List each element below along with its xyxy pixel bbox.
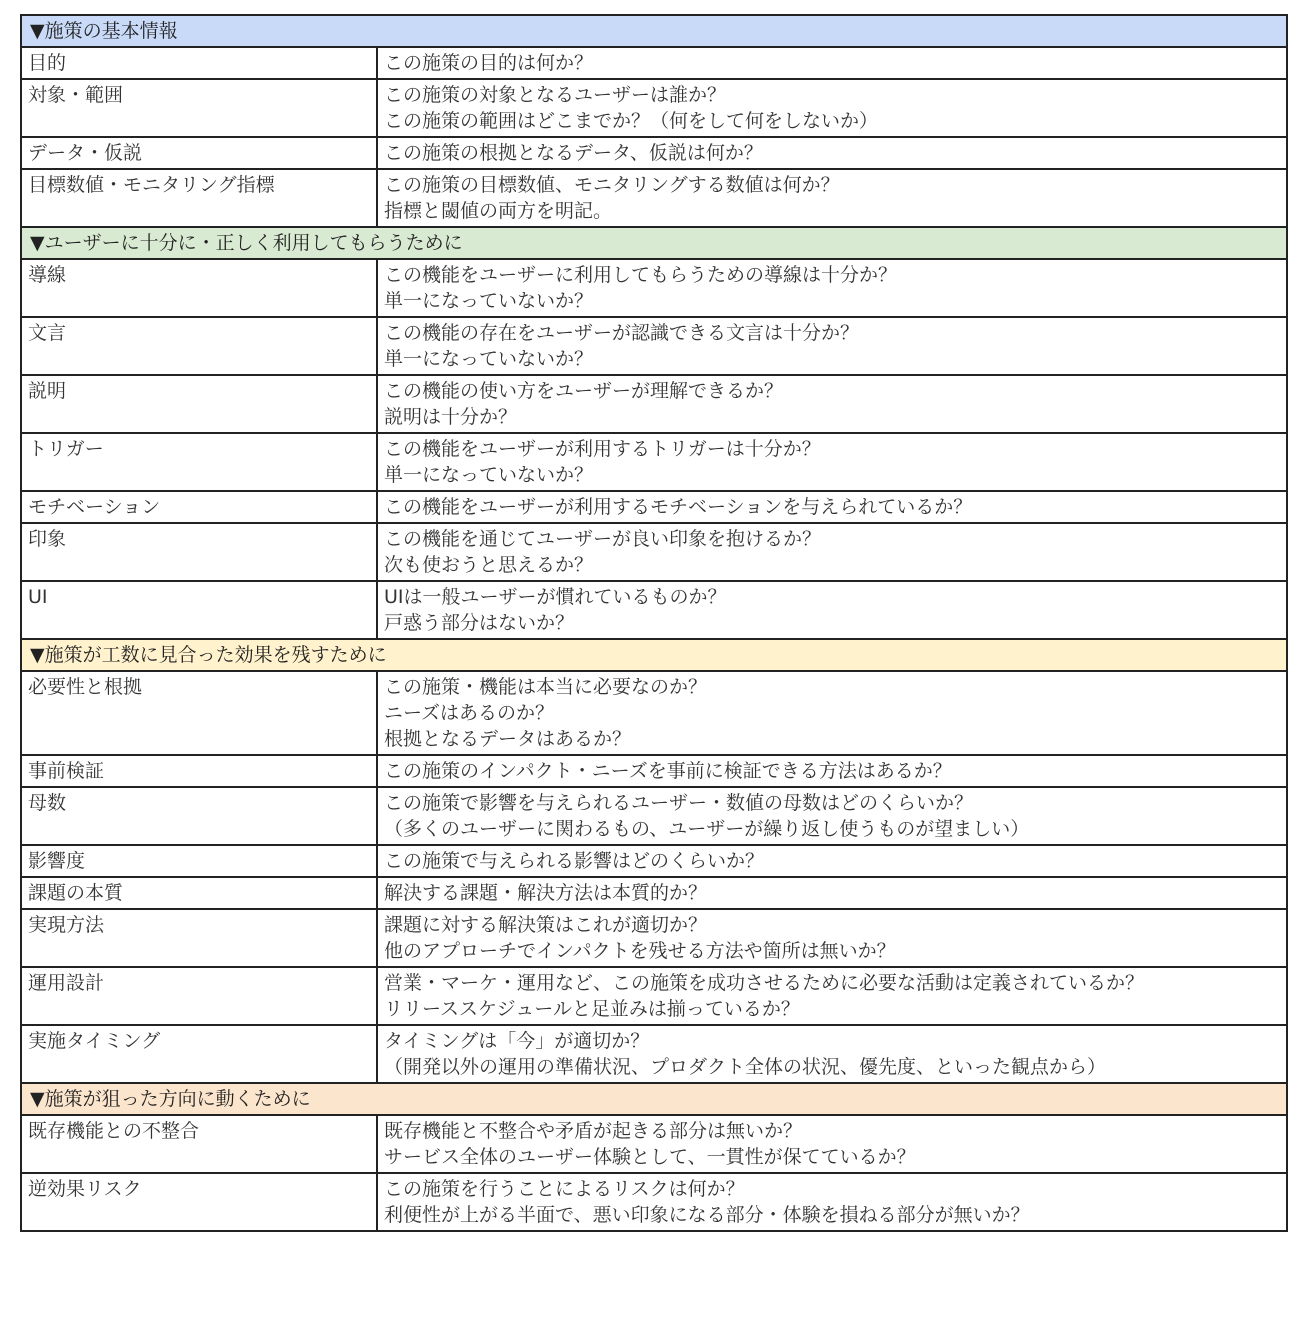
question-line: この機能をユーザーが利用するトリガーは十分か？ [384, 438, 821, 460]
item-label: 目標数値・モニタリング指標 [21, 169, 377, 227]
question-line: UIは一般ユーザーが慣れているものか？ [384, 586, 727, 608]
table-row [21, 375, 1287, 433]
item-questions [377, 1173, 1287, 1231]
table-row [21, 877, 1287, 909]
table-row [21, 581, 1287, 639]
question-line: この機能を通じてユーザーが良い印象を抱けるか？ [384, 528, 822, 550]
item-questions [377, 787, 1287, 845]
question-line: この施策のインパクト・ニーズを事前に検証できる方法はあるか？ [384, 760, 952, 782]
item-questions [377, 1025, 1287, 1083]
item-label: 印象 [21, 523, 377, 581]
item-label: 対象・範囲 [21, 79, 377, 137]
item-label: 導線 [21, 259, 377, 317]
item-label: 事前検証 [21, 755, 377, 787]
question-line: この機能をユーザーに利用してもらうための導線は十分か？ [384, 264, 898, 286]
item-label: 必要性と根拠 [21, 671, 377, 755]
item-label: 実施タイミング [21, 1025, 377, 1083]
table-row [21, 755, 1287, 787]
question-line: この施策を行うことによるリスクは何か？ [384, 1178, 745, 1200]
question-line: リリーススケジュールと足並みは揃っているか？ [384, 998, 800, 1020]
item-questions [377, 137, 1287, 169]
section-header-row [21, 1083, 1287, 1115]
question-line: この機能の使い方をユーザーが理解できるか？ [384, 380, 784, 402]
question-line: 営業・マーケ・運用など、この施策を成功させるために必要な活動は定義されているか？ [384, 972, 1145, 994]
question-line: この施策の対象となるユーザーは誰か？ [384, 84, 727, 106]
item-questions [377, 259, 1287, 317]
item-label: 母数 [21, 787, 377, 845]
item-questions [377, 1115, 1287, 1173]
section-title: ▼施策の基本情報 [21, 15, 1287, 47]
item-label: 文言 [21, 317, 377, 375]
question-line: 利便性が上がる半面で、悪い印象になる部分・体験を損ねる部分が無いか？ [384, 1204, 1030, 1226]
checklist-body [21, 15, 1287, 1231]
table-row [21, 259, 1287, 317]
question-line: 単一になっていないか？ [384, 348, 594, 370]
question-line: この施策で影響を与えられるユーザー・数値の母数はどのくらいか？ [384, 792, 974, 814]
question-line: 根拠となるデータはあるか？ [384, 728, 632, 750]
item-label: モチベーション [21, 491, 377, 523]
item-questions [377, 581, 1287, 639]
table-row [21, 317, 1287, 375]
item-label: 逆効果リスク [21, 1173, 377, 1231]
item-label: 実現方法 [21, 909, 377, 967]
item-label: 既存機能との不整合 [21, 1115, 377, 1173]
question-line: 他のアプローチでインパクトを残せる方法や箇所は無いか？ [384, 940, 896, 962]
question-line: サービス全体のユーザー体験として、一貫性が保てているか？ [384, 1146, 916, 1168]
section-title: ▼ユーザーに十分に・正しく利用してもらうために [21, 227, 1287, 259]
item-questions [377, 909, 1287, 967]
question-line: （開発以外の運用の準備状況、プロダクト全体の状況、優先度、といった観点から） [384, 1056, 1107, 1078]
question-line: 課題に対する解決策はこれが適切か？ [384, 914, 708, 936]
question-line: 単一になっていないか？ [384, 464, 594, 486]
item-questions [377, 433, 1287, 491]
item-questions [377, 845, 1287, 877]
table-row [21, 169, 1287, 227]
question-line: この施策の根拠となるデータ、仮説は何か？ [384, 142, 763, 164]
section-header-row [21, 639, 1287, 671]
item-questions [377, 317, 1287, 375]
question-line: 戸惑う部分はないか？ [384, 612, 575, 634]
item-label: UI [21, 581, 377, 639]
item-label: データ・仮説 [21, 137, 377, 169]
question-line: この施策の目標数値、モニタリングする数値は何か？ [384, 174, 840, 196]
item-questions [377, 671, 1287, 755]
table-row [21, 491, 1287, 523]
question-line: この施策で与えられる影響はどのくらいか？ [384, 850, 765, 872]
table-row [21, 845, 1287, 877]
question-line: この施策・機能は本当に必要なのか？ [384, 676, 708, 698]
section-header-row [21, 227, 1287, 259]
section-header-row [21, 15, 1287, 47]
section-title: ▼施策が狙った方向に動くために [21, 1083, 1287, 1115]
item-label: 課題の本質 [21, 877, 377, 909]
question-line: 説明は十分か？ [384, 406, 518, 428]
item-label: 影響度 [21, 845, 377, 877]
question-line: 既存機能と不整合や矛盾が起きる部分は無いか？ [384, 1120, 803, 1142]
question-line: （多くのユーザーに関わるもの、ユーザーが繰り返し使うものが望ましい） [384, 818, 1030, 840]
item-label: 目的 [21, 47, 377, 79]
question-line: この機能の存在をユーザーが認識できる文言は十分か？ [384, 322, 860, 344]
checklist-sheet [20, 14, 1286, 1232]
table-row [21, 433, 1287, 491]
item-questions [377, 169, 1287, 227]
table-row [21, 909, 1287, 967]
table-row [21, 671, 1287, 755]
table-row [21, 523, 1287, 581]
checklist-table [20, 14, 1288, 1232]
item-questions [377, 523, 1287, 581]
table-row [21, 967, 1287, 1025]
item-questions [377, 47, 1287, 79]
section-title: ▼施策が工数に見合った効果を残すために [21, 639, 1287, 671]
item-questions [377, 755, 1287, 787]
table-row [21, 47, 1287, 79]
item-label: 運用設計 [21, 967, 377, 1025]
question-line: 次も使おうと思えるか？ [384, 554, 594, 576]
table-row [21, 1173, 1287, 1231]
question-line: 指標と閾値の両方を明記。 [384, 200, 613, 222]
question-line: 解決する課題・解決方法は本質的か？ [384, 882, 708, 904]
question-line: ニーズはあるのか？ [384, 702, 555, 724]
table-row [21, 79, 1287, 137]
table-row [21, 787, 1287, 845]
item-label: 説明 [21, 375, 377, 433]
item-questions [377, 877, 1287, 909]
item-questions [377, 967, 1287, 1025]
item-label: トリガー [21, 433, 377, 491]
table-row [21, 1025, 1287, 1083]
question-line: タイミングは「今」が適切か？ [384, 1030, 650, 1052]
question-line: この施策の目的は何か？ [384, 52, 594, 74]
item-questions [377, 79, 1287, 137]
item-questions [377, 375, 1287, 433]
table-row [21, 137, 1287, 169]
question-line: この施策の範囲はどこまでか？（何をして何をしないか） [384, 110, 879, 132]
question-line: 単一になっていないか？ [384, 290, 594, 312]
table-row [21, 1115, 1287, 1173]
question-line: この機能をユーザーが利用するモチベーションを与えられているか？ [384, 496, 973, 518]
item-questions [377, 491, 1287, 523]
